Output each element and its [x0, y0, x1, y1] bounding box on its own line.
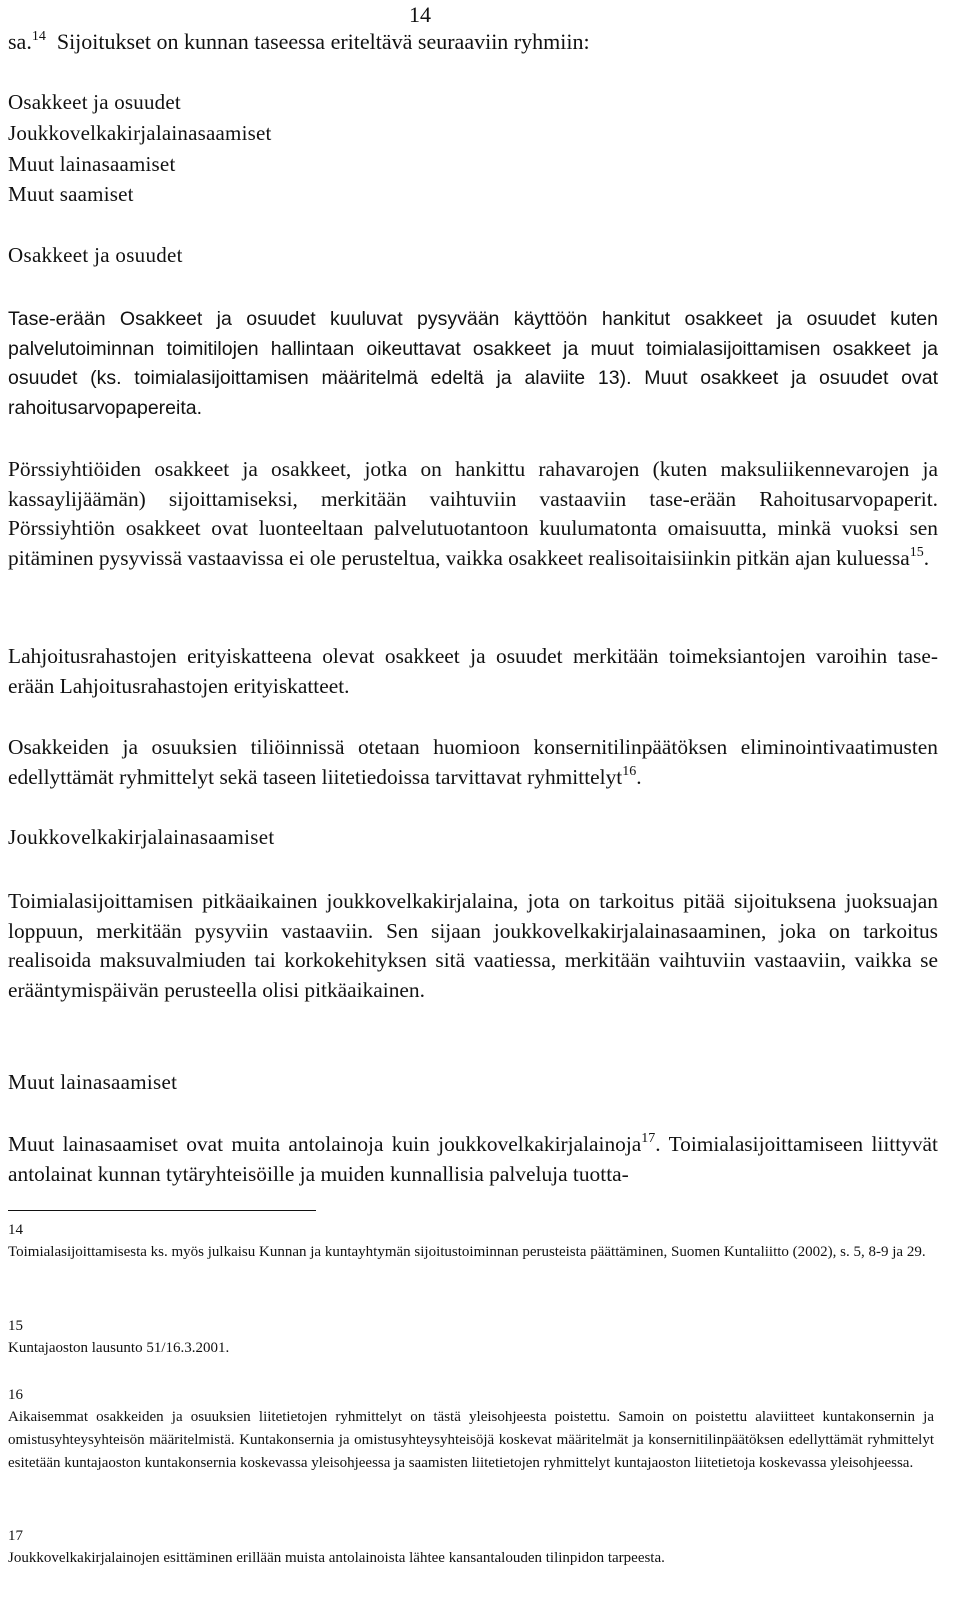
footnote-text: Toimialasijoittamisesta ks. myös julkaisu Kunnan ja kuntayhtymän sijoitustoiminnan perusteista päättäminen, Suomen Kuntaliitto (2002), s. 5, 8-9 ja 29. [8, 1244, 926, 1260]
paragraph-lahjoitusrahastot: Lahjoitusrahastojen erityiskatteena olevat osakkeet ja osuudet merkitään toimeksiantojen varoihin tase-erään Lahjoitusrahastojen erityiskatteet. [8, 644, 938, 698]
footnote-number: 15 [8, 1318, 23, 1334]
page-number: 14 [409, 2, 431, 27]
heading-prefix: sa. [8, 29, 32, 54]
paragraph-tilioinnit [8, 733, 938, 792]
footnote-ref-14: 14 [31, 29, 46, 44]
section-title-joukkovelkakirja: Joukkovelkakirjalainasaamiset [8, 825, 275, 849]
page-heading [8, 29, 590, 55]
paragraph-porssiyhtiot [8, 455, 938, 573]
paragraph-muut-lainasaamiset [8, 1130, 938, 1189]
footnote-number: 17 [8, 1528, 23, 1544]
section-title-muut-lainasaamiset: Muut lainasaamiset [8, 1070, 178, 1094]
group-list-item: Osakkeet ja osuudet [8, 90, 181, 114]
paragraph-joukkovelkakirja: Toimialasijoittamisen pitkäaikainen joukkovelkakirjalaina, jota on tarkoitus pitää sijoituksena juoksuajan loppuun, merkitään pysyviin vastaaviin. Sen sijaan joukkovelkakirjalainasaaminen, joka on tarkoitus realisoida maksuvalmiuden tai korkokehityksen sitä vaatiessa, merkitään vaihtuviin vastaaviin, vaikka se erääntymispäivän perusteella olisi pitkäaikainen. [8, 889, 938, 1002]
footnote-ref-15: 15 [909, 544, 924, 560]
section-title-osakkeet: Osakkeet ja osuudet [8, 243, 183, 267]
paragraph-text: Muut lainasaamiset ovat muita antolainoja kuin joukkovelkakirjalainoja [8, 1132, 642, 1156]
paragraph-rest: . Toimialasijoittamiseen liittyvät antolainat kunnan tytäryhteisöille ja muiden kunnallisia palveluja tuotta- [8, 1132, 938, 1186]
paragraph-text: Osakkeiden ja osuuksien tiliöinnissä otetaan huomioon konsernitilinpäätöksen eliminointivaatimusten edellyttämät ryhmittelyt sekä taseen liitetiedoissa tarvittavat ryhmittelyt [8, 735, 938, 789]
footnote-divider [8, 1210, 316, 1211]
paragraph-end: . [923, 545, 930, 570]
heading-text: Sijoitukset on kunnan taseessa eriteltävä seuraaviin ryhmiin: [56, 29, 590, 54]
footnote-text: Aikaisemmat osakkeiden ja osuuksien liitetietojen ryhmittelyt on tästä yleisohjeesta poistettu. Samoin on poistettu alaviitteet kuntakonsernin ja omistusyhteysyhteisön määritelmistä. Kuntakonsernia ja omistusyhteysyhteisöjä koskevat määritelmät ja konsernitilinpäätöksen edellyttämät ryhmittelyt esitetään kuntajaoston kuntakonsernia koskevassa yleisohjeessa ja saamisten liitetietojen ryhmittelyt kuntajaoston liitetietoja koskevassa yleisohjeessa. [8, 1409, 934, 1471]
footnote-ref-17: 17 [641, 1131, 656, 1146]
footnote-text: Joukkovelkakirjalainojen esittäminen erillään muista antolainoista lähtee kansantalouden tilinpidon tarpeesta. [8, 1550, 665, 1566]
footnote-ref-16: 16 [622, 763, 637, 779]
footnote-number: 14 [8, 1222, 23, 1238]
paragraph-end: . [636, 764, 642, 789]
paragraph-text: Pörssiyhtiöiden osakkeet ja osakkeet, jotka on hankittu rahavarojen (kuten maksuliikennevarojen ja kassaylijäämän) sijoittamiseksi, merkitään vaihtuviin vastaaviin tase-erään Rahoitusarvopaperit. Pörssiyhtiön osakkeet ovat luonteeltaan palvelutuotantoon kuulumatonta omaisuutta, minkä vuoksi sen pitäminen pysyvissä vastaavissa ei ole perusteltua, vaikka osakkeet realisoitaisiinkin pitkän ajan kuluessa [8, 457, 938, 570]
paragraph-osakkeet-definition: Tase-erään Osakkeet ja osuudet kuuluvat pysyvään käyttöön hankitut osakkeet ja osuudet kuten palvelutoiminnan toimitilojen hallintaan oikeuttavat osakkeet ja muut toimialasijoittamisen osakkeet ja osuudet (ks. toimialasijoittamisen määritelmä edeltä ja alaviite 13). Muut osakkeet ja osuudet ovat rahoitusarvopapereita. [8, 308, 938, 419]
group-list-item: Muut lainasaamiset [8, 152, 176, 176]
group-list-item: Muut saamiset [8, 182, 134, 206]
footnote-number: 16 [8, 1387, 23, 1403]
footnote-text: Kuntajaoston lausunto 51/16.3.2001. [8, 1340, 230, 1356]
group-list-item: Joukkovelkakirjalainasaamiset [8, 121, 272, 145]
